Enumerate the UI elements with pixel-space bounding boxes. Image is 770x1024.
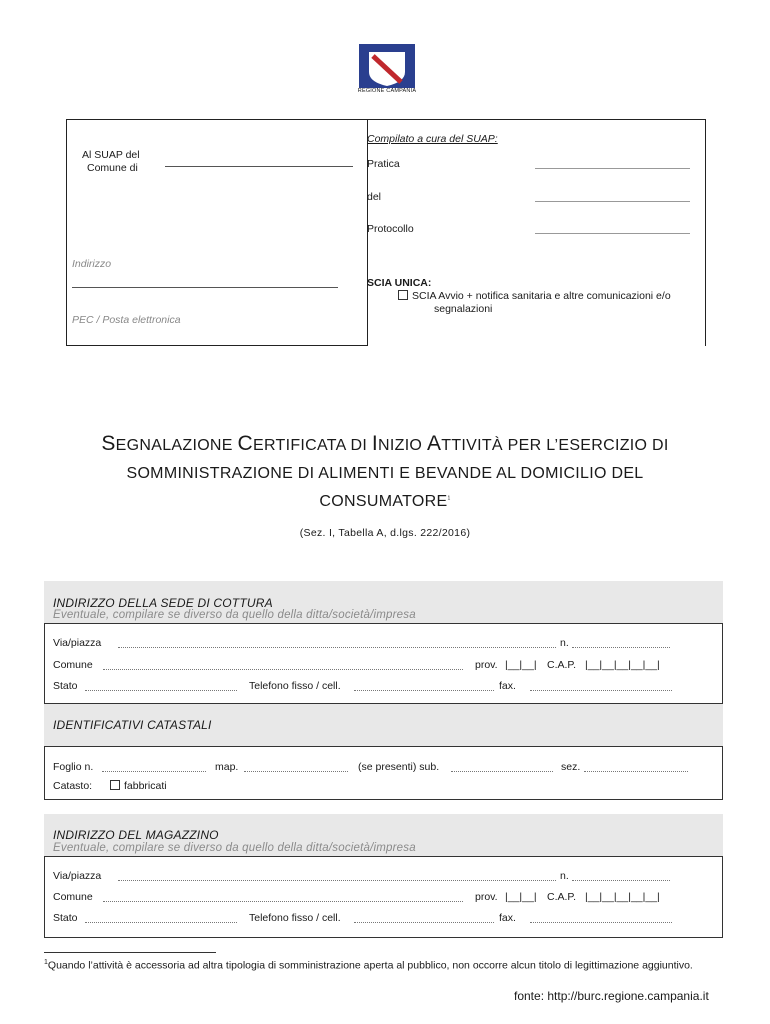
comune-field[interactable] bbox=[165, 166, 353, 167]
scia-checkbox[interactable] bbox=[398, 290, 408, 300]
sede-prov-field[interactable]: |__|__| bbox=[505, 659, 537, 671]
magazzino-stato-label: Stato bbox=[53, 912, 78, 924]
magazzino-fax-field[interactable] bbox=[530, 922, 672, 923]
scia-option-text-1: SCIA Avvio + notifica sanitaria e altre comunicazioni e/o bbox=[412, 290, 671, 302]
sez-field[interactable] bbox=[584, 771, 688, 772]
magazzino-n-label: n. bbox=[560, 870, 569, 882]
foglio-field[interactable] bbox=[102, 771, 206, 772]
sez-label: sez. bbox=[561, 761, 581, 773]
document-subtitle: (Sez. I, Tabella A, d.lgs. 222/2016) bbox=[299, 527, 471, 539]
address-label: Indirizzo bbox=[72, 258, 112, 270]
sub-label: (se presenti) sub. bbox=[358, 761, 440, 773]
sede-via-label: Via/piazza bbox=[53, 637, 102, 649]
magazzino-section-title: INDIRIZZO DEL MAGAZZINO bbox=[53, 828, 219, 842]
sede-stato-field[interactable] bbox=[85, 690, 237, 691]
document-title-line-2: SOMMINISTRAZIONE DI ALIMENTI E BEVANDE AL DOMICILIO DEL bbox=[126, 465, 644, 482]
magazzino-fax-label: fax. bbox=[499, 912, 516, 924]
magazzino-cap-label: C.A.P. bbox=[547, 891, 576, 903]
magazzino-stato-field[interactable] bbox=[85, 922, 237, 923]
protocollo-label: Protocollo bbox=[367, 223, 414, 235]
logo-caption: REGIONE CAMPANIA bbox=[357, 88, 417, 94]
del-label: del bbox=[367, 191, 382, 203]
sede-via-field[interactable] bbox=[118, 647, 556, 648]
footnote-marker: 1 bbox=[44, 959, 48, 966]
sede-n-label: n. bbox=[560, 637, 569, 649]
sede-cap-field[interactable]: |__|__|__|__|__| bbox=[585, 659, 660, 671]
sede-prov-label: prov. bbox=[475, 659, 498, 671]
sede-cap-label: C.A.P. bbox=[547, 659, 576, 671]
document-title-line-1: SEGNALAZIONE CERTIFICATA DI INIZIO ATTIVITÀ PER L’ESERCIZIO DI bbox=[101, 432, 669, 455]
magazzino-comune-field[interactable] bbox=[103, 901, 463, 902]
pratica-label: Pratica bbox=[367, 158, 400, 170]
footnote-text: Quando l’attività è accessoria ad altra tipologia di somministrazione aperta al pubblico, non occorre alcun titolo di legittimazione aggiuntivo. bbox=[47, 959, 693, 972]
magazzino-via-label: Via/piazza bbox=[53, 870, 102, 882]
map-label: map. bbox=[215, 761, 239, 773]
footnote bbox=[44, 956, 724, 973]
map-field[interactable] bbox=[244, 771, 348, 772]
protocollo-field[interactable] bbox=[535, 233, 690, 234]
recipient-label-1: Al SUAP del bbox=[82, 149, 140, 161]
suap-heading: Compilato a cura del SUAP: bbox=[367, 133, 498, 145]
magazzino-prov-label: prov. bbox=[475, 891, 498, 903]
sede-telefono-field[interactable] bbox=[354, 690, 494, 691]
address-field[interactable] bbox=[72, 287, 338, 288]
scia-option[interactable] bbox=[398, 290, 671, 302]
sede-comune-label: Comune bbox=[53, 659, 93, 671]
foglio-label: Foglio n. bbox=[53, 761, 94, 773]
sede-stato-label: Stato bbox=[53, 680, 78, 692]
fabbricati-option[interactable] bbox=[110, 780, 167, 792]
magazzino-via-field[interactable] bbox=[118, 880, 556, 881]
magazzino-n-field[interactable] bbox=[572, 880, 670, 881]
sede-section-title: INDIRIZZO DELLA SEDE DI COTTURA bbox=[53, 596, 273, 610]
magazzino-telefono-label: Telefono fisso / cell. bbox=[249, 912, 341, 924]
sede-comune-field[interactable] bbox=[103, 669, 463, 670]
catastali-section-title: IDENTIFICATIVI CATASTALI bbox=[53, 718, 212, 732]
source-note: fonte: http://burc.regione.campania.it bbox=[514, 989, 709, 1003]
magazzino-comune-label: Comune bbox=[53, 891, 93, 903]
scia-unica-label: SCIA UNICA: bbox=[367, 277, 432, 289]
footnote-rule bbox=[44, 952, 216, 953]
sede-n-field[interactable] bbox=[572, 647, 670, 648]
pratica-field[interactable] bbox=[535, 168, 690, 169]
magazzino-cap-field[interactable]: |__|__|__|__|__| bbox=[585, 891, 660, 903]
magazzino-section-subtitle: Eventuale, compilare se diverso da quello della ditta/società/impresa bbox=[53, 842, 416, 854]
sub-field[interactable] bbox=[451, 771, 553, 772]
pec-label: PEC / Posta elettronica bbox=[72, 314, 181, 326]
scia-option-text-2: segnalazioni bbox=[434, 303, 493, 315]
catasto-label: Catasto: bbox=[53, 780, 93, 792]
fabbricati-checkbox[interactable] bbox=[110, 780, 120, 790]
sede-section-subtitle: Eventuale, compilare se diverso da quello della ditta/società/impresa bbox=[53, 609, 416, 621]
sede-fax-field[interactable] bbox=[530, 690, 672, 691]
sede-telefono-label: Telefono fisso / cell. bbox=[249, 680, 341, 692]
document-title-line-3: CONSUMATORE$^1$ bbox=[319, 493, 451, 510]
magazzino-prov-field[interactable]: |__|__| bbox=[505, 891, 537, 903]
fabbricati-label: fabbricati bbox=[124, 780, 167, 792]
magazzino-telefono-field[interactable] bbox=[354, 922, 494, 923]
recipient-label-2: Comune di bbox=[87, 162, 138, 174]
sede-fax-label: fax. bbox=[499, 680, 516, 692]
del-field[interactable] bbox=[535, 201, 690, 202]
